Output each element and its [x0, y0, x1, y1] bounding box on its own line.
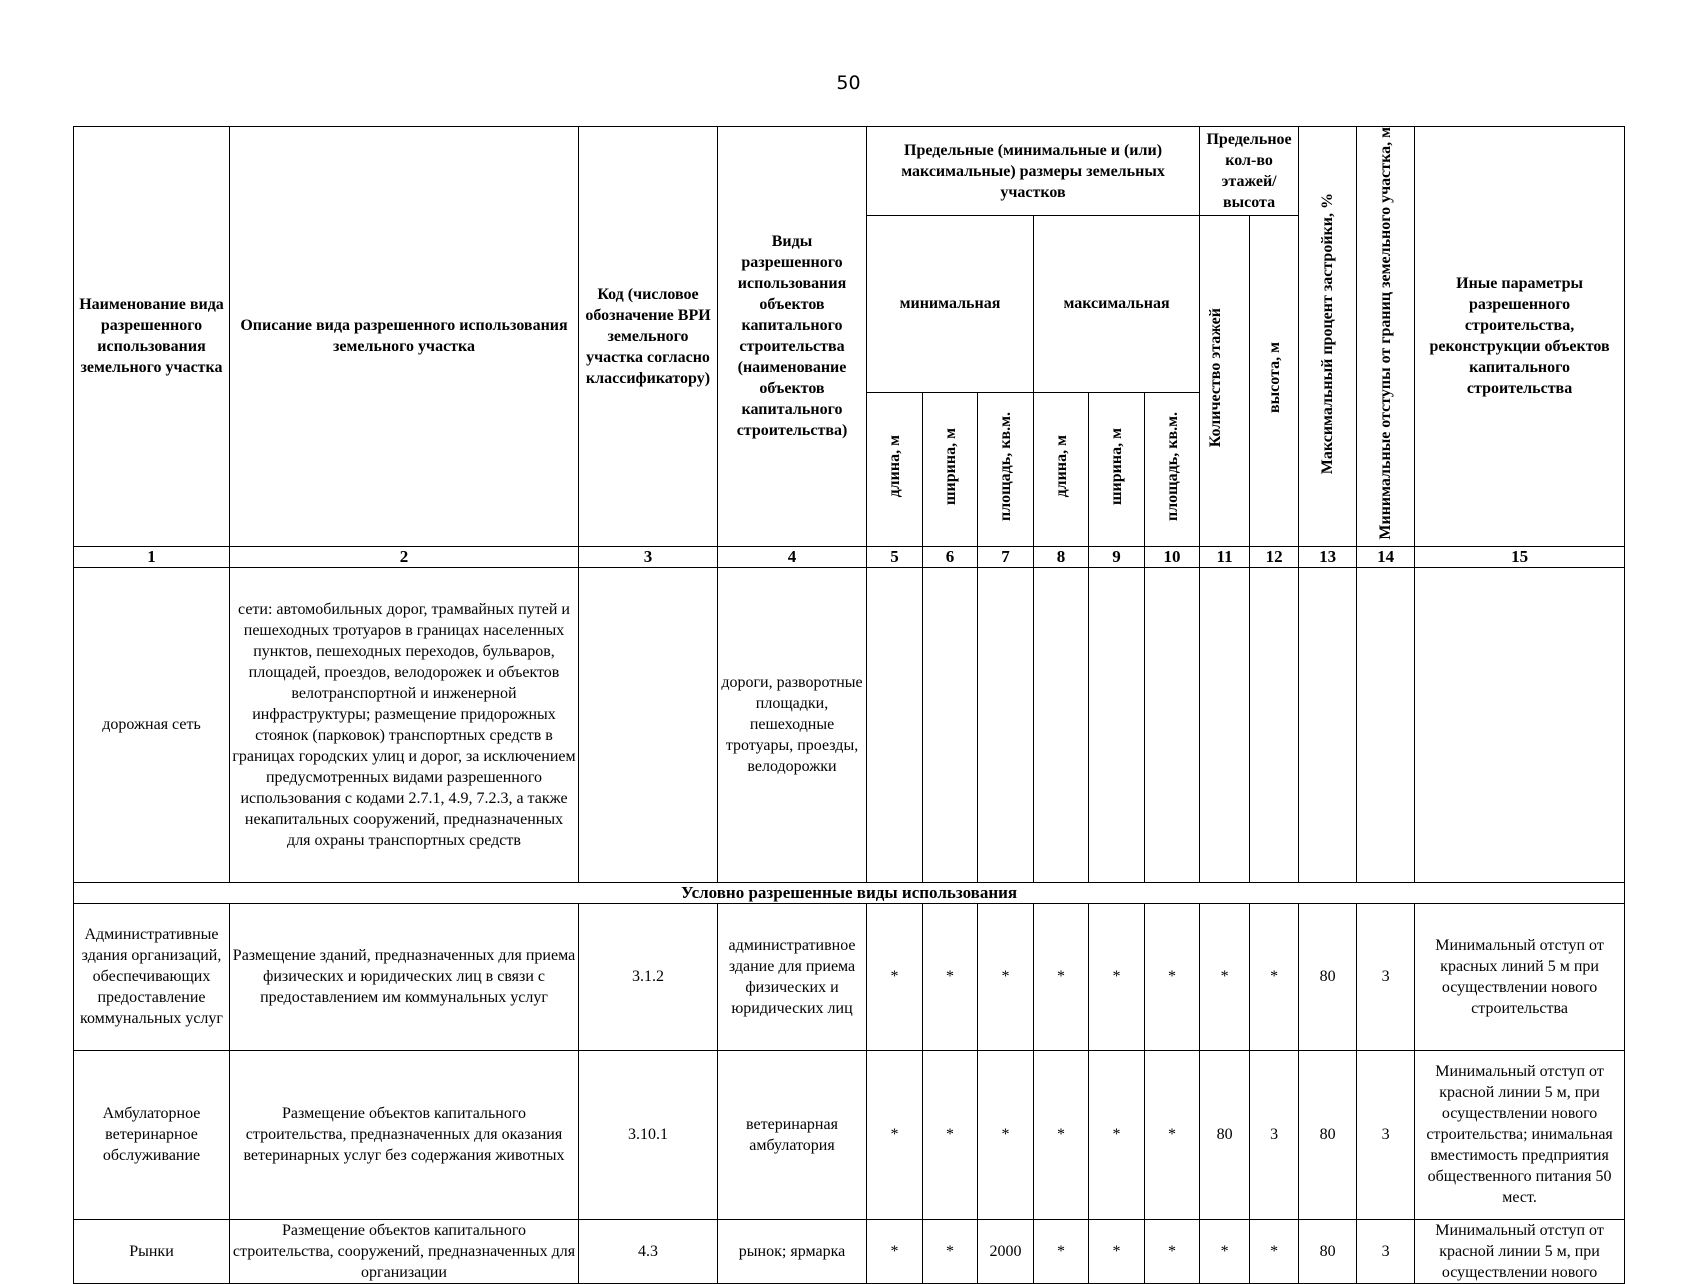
vet-min-setback: 3: [1357, 1050, 1415, 1219]
header-min-area-text: площадь, кв.м.: [997, 411, 1014, 521]
vet-min-length: *: [867, 1050, 923, 1219]
road-objects: дороги, разворотные площадки, пешеходные тротуары, проезды, велодорожки: [718, 567, 867, 882]
road-cell-empty: [978, 567, 1034, 882]
section-title: Условно разрешенные виды использования: [74, 882, 1625, 903]
column-number: 15: [1415, 546, 1625, 567]
header-name: Наименование вида разрешенного использования земельного участка: [74, 127, 230, 547]
vet-max-area: *: [1145, 1050, 1200, 1219]
column-number: 1: [74, 546, 230, 567]
header-floors-group: Предельное кол-во этажей/ высота: [1200, 127, 1299, 216]
market-objects: рынок; ярмарка: [718, 1219, 867, 1283]
table-row-vet: [74, 1050, 1625, 1219]
header-max-width: [1089, 392, 1145, 546]
header-min-length-text: длина, м: [886, 434, 903, 498]
market-description: Размещение объектов капитального строительства, сооружений, предназначенных для организации: [230, 1219, 579, 1283]
header-min-area: [978, 392, 1034, 546]
market-code: 4.3: [579, 1219, 718, 1283]
column-number: 6: [923, 546, 978, 567]
header-max-area-text: площадь, кв.м.: [1163, 411, 1181, 521]
market-max-area: *: [1145, 1219, 1200, 1283]
header-description: Описание вида разрешенного использования земельного участка: [230, 127, 579, 547]
table-row-road: [74, 567, 1625, 882]
vet-max-percent: 80: [1299, 1050, 1357, 1219]
road-code: [579, 567, 718, 882]
column-number: 4: [718, 546, 867, 567]
admin-code: 3.1.2: [579, 903, 718, 1050]
column-number: 8: [1034, 546, 1089, 567]
table-row-admin: [74, 903, 1625, 1050]
column-number: 2: [230, 546, 579, 567]
admin-other: Минимальный отступ от красных линий 5 м при осуществлении нового строительства: [1415, 903, 1625, 1050]
column-number: 3: [579, 546, 718, 567]
admin-min-setback: 3: [1357, 903, 1415, 1050]
admin-height: *: [1250, 903, 1299, 1050]
market-min-length: *: [867, 1219, 923, 1283]
admin-max-width: *: [1089, 903, 1145, 1050]
road-cell-empty: [867, 567, 923, 882]
header-other: Иные параметры разрешенного строительства, реконструкции объектов капитального строительства: [1415, 127, 1625, 547]
admin-floors: *: [1200, 903, 1250, 1050]
road-cell-empty: [1034, 567, 1089, 882]
vet-description: Размещение объектов капитального строительства, предназначенных для оказания ветеринарных услуг без содержания животных: [230, 1050, 579, 1219]
header-height-text: высота, м: [1265, 342, 1283, 414]
header-code: Код (числовое обозначение ВРИ земельного участка согласно классификатору): [579, 127, 718, 547]
vet-name: Амбулаторное ветеринарное обслуживание: [74, 1050, 230, 1219]
road-name: дорожная сеть: [74, 567, 230, 882]
column-number: 12: [1250, 546, 1299, 567]
road-cell-empty: [1250, 567, 1299, 882]
column-number: 7: [978, 546, 1034, 567]
admin-description: Размещение зданий, предназначенных для приема физических и юридических лиц в связи с предоставлением им коммунальных услуг: [230, 903, 579, 1050]
vet-other: Минимальный отступ от красной линии 5 м, при осуществлении нового строительства; инимальная вместимость предприятия общественного питания 50 мест.: [1415, 1050, 1625, 1219]
zoning-parameters-table: [73, 126, 1625, 1284]
vet-code: 3.10.1: [579, 1050, 718, 1219]
vet-height: 3: [1250, 1050, 1299, 1219]
column-number: 14: [1357, 546, 1415, 567]
market-min-width: *: [923, 1219, 978, 1283]
admin-name: Административные здания организаций, обеспечивающих предоставление коммунальных услуг: [74, 903, 230, 1050]
header-max-percent-text: Максимальный процент застройки, %: [1319, 192, 1337, 474]
admin-max-area: *: [1145, 903, 1200, 1050]
header-objects: Виды разрешенного использования объектов капитального строительства (наименование объектов капитального строительства): [718, 127, 867, 547]
road-description: сети: автомобильных дорог, трамвайных путей и пешеходных тротуаров в границах населенных пунктов, пешеходных переходов, бульваров, площадей, проездов, велодорожек и объектов велотранспортной и инженерной инфраструктуры; размещение придорожных стоянок (парковок) транспортных средств в границах городских улиц и дорог, за исключением предусмотренных видами разрешенного использования с кодами 2.7.1, 4.9, 7.2.3, а также некапитальных сооружений, предназначенных для охраны транспортных средств: [230, 567, 579, 882]
road-cell-empty: [923, 567, 978, 882]
vet-objects: ветеринарная амбулатория: [718, 1050, 867, 1219]
vet-max-width: *: [1089, 1050, 1145, 1219]
market-name: Рынки: [74, 1219, 230, 1283]
header-min-width: [923, 392, 978, 546]
vet-floors: 80: [1200, 1050, 1250, 1219]
header-max-area: [1145, 392, 1200, 546]
section-row: [74, 882, 1625, 903]
admin-max-percent: 80: [1299, 903, 1357, 1050]
header-height: [1250, 216, 1299, 547]
header-min-setback: [1357, 127, 1415, 547]
table-row-market: [74, 1219, 1625, 1283]
header-max-length-text: длина, м: [1052, 434, 1070, 498]
header-floors-text: Количество этажей: [1206, 308, 1224, 448]
market-height: *: [1250, 1219, 1299, 1283]
header-min-length: [867, 392, 923, 546]
column-number: 10: [1145, 546, 1200, 567]
header-min-setback-text: Минимальные отступы от границ земельного участка, м: [1377, 127, 1395, 540]
market-max-width: *: [1089, 1219, 1145, 1283]
column-number: 5: [867, 546, 923, 567]
market-max-percent: 80: [1299, 1219, 1357, 1283]
admin-objects: административное здание для приема физических и юридических лиц: [718, 903, 867, 1050]
header-max-length: [1034, 392, 1089, 546]
page-number: 50: [836, 72, 861, 94]
header-minimal: минимальная: [867, 216, 1034, 393]
market-other: Минимальный отступ от красной линии 5 м, при осуществлении нового: [1415, 1219, 1625, 1283]
header-max-percent: [1299, 127, 1357, 547]
header-floors: [1200, 216, 1250, 547]
header-min-width-text: ширина, м: [941, 427, 959, 505]
column-number: 11: [1200, 546, 1250, 567]
vet-max-length: *: [1034, 1050, 1089, 1219]
column-number: 13: [1299, 546, 1357, 567]
vet-min-width: *: [923, 1050, 978, 1219]
header-limits: Предельные (минимальные и (или) максимальные) размеры земельных участков: [867, 127, 1200, 216]
road-cell-empty: [1089, 567, 1145, 882]
header-max-width-text: ширина, м: [1108, 427, 1125, 505]
column-number: 9: [1089, 546, 1145, 567]
market-min-setback: 3: [1357, 1219, 1415, 1283]
admin-min-width: *: [923, 903, 978, 1050]
header-row-1: [74, 127, 1625, 216]
header-maximal: максимальная: [1034, 216, 1200, 393]
market-floors: *: [1200, 1219, 1250, 1283]
road-cell-empty: [1145, 567, 1200, 882]
admin-min-area: *: [978, 903, 1034, 1050]
column-number-row: [74, 546, 1625, 567]
admin-max-length: *: [1034, 903, 1089, 1050]
vet-min-area: *: [978, 1050, 1034, 1219]
road-cell-empty: [1299, 567, 1357, 882]
road-cell-empty: [1357, 567, 1415, 882]
road-cell-empty: [1415, 567, 1625, 882]
market-max-length: *: [1034, 1219, 1089, 1283]
road-cell-empty: [1200, 567, 1250, 882]
admin-min-length: *: [867, 903, 923, 1050]
market-min-area: 2000: [978, 1219, 1034, 1283]
